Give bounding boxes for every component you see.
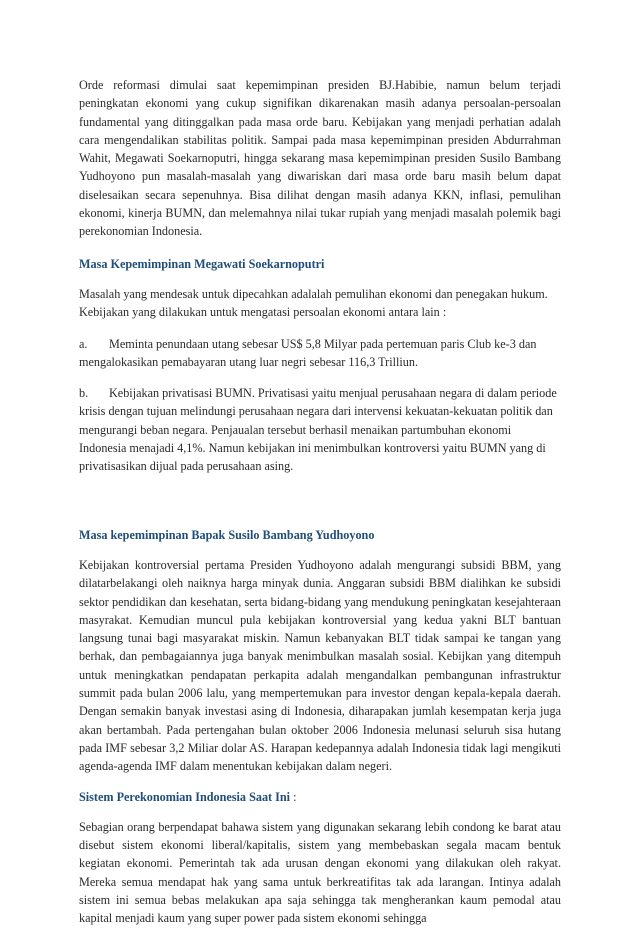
megawati-paragraph: Masalah yang mendesak untuk dipecahkan adalalah pemulihan ekonomi dan penegakan hukum. Kebijakan yang dilakukan untuk mengatasi persoalan ekonomi antara lain : [79, 286, 548, 320]
document-page [79, 76, 561, 928]
list-item-text: Meminta penundaan utang sebesar US$ 5,8 Milyar pada pertemuan paris Club ke-3 dan mengalokasikan pemabayaran utang luar negri sebesar 116,3 Trilliun. [79, 336, 537, 369]
sistem-paragraph: Sebagian orang berpendapat bahawa sistem yang digunakan sekarang lebih condong ke barat atau disebut sistem ekonomi liberal/kapitalis, sistem yang membebaskan segala macam bentuk kegiatan ekonomi. Pemerintah tak ada urusan dengan ekonomi yang dilakukan oleh rakyat. Mereka semua mendapat hak yang sama untuk berkreatifitas tak ada larangan. Intinya adalah sistem ini semua bebas melakukan apa saja sehingga tak mengherankan kaum pemodal atau kapital menjadi kaum yang super power pada sistem ekonomi sehingga [79, 819, 561, 926]
heading-megawati: Masa Kepemimpinan Megawati Soekarnoputri [79, 256, 325, 271]
list-item [79, 384, 561, 475]
sby-paragraph: Kebijakan kontroversial pertama Presiden Yudhoyono adalah mengurangi subsidi BBM, yang dilatarbelakangi oleh naiknya harga minyak dunia. Anggaran subsidi BBM dialihkan ke subsidi sektor pendidikan dan kesehatan, serta bidang-bidang yang mendukung peningkatan kesejahteraan masyrakat. Kemudian muncul pula kebijakan kontroversial yang kedua yakni BLT bantuan langsung tunai bagi masyarakat miskin. Namun kebanyakan BLT tidak sampai ke tangan yang berhak, dan pembagaiannya juga banyak menimbulkan masalah sosial. Kebijkan yang ditempuh untuk meningkatkan pendapatan perkapita adalah mengandalkan pembangunan infrastruktur summit pada bulan 2006 lalu, yang mempertemukan para investor dengan kepala-kepala daerah. Dengan semakin banyak investasi asing di Indonesia, diharapakan jumlah kesempatan kerja juga akan bertambah. Pada pertengahan bulan oktober 2006 Indonesia melunasi seluruh sisa hutang pada IMF sebesar 3,2 Miliar dolar AS. Harapan kedepannya adalah Indonesia tidak lagi mengikuti agenda-agenda IMF dalam menentukan kebijakan dalam negeri. [79, 557, 561, 774]
intro-paragraph: Orde reformasi dimulai saat kepemimpinan presiden BJ.Habibie, namun belum terjadi peningkatan ekonomi yang cukup signifikan dikarenakan masih adanya persoalan-persoalan fundamental yang ditinggalkan pada masa orde baru. Kebijakan yang menjadi perhatian adalah cara mengendalikan stabilitas politik. Sampai pada masa kepemimpinan presiden Abdurrahman Wahit, Megawati Soekarnoputri, hingga sekarang masa kepemimpinan presiden Susilo Bambang Yudhoyono pun masalah-masalah yang diwariskan dari masa orde baru masih belum dapat diselesaikan secara sepenuhnya. Bisa dilihat dengan masih adanya KKN, inflasi, pemulihan ekonomi, kinerja BUMN, dan melemahnya nilai tukar rupiah yang menjadi masalah polemik bagi perekonomian Indonesia. [79, 78, 561, 239]
heading-sistem: Sistem Perekonomian Indonesia Saat Ini [79, 789, 291, 804]
heading-sistem-colon: : [290, 789, 297, 804]
list-marker: b. [79, 386, 89, 401]
list-item-text: Kebijakan privatisasi BUMN. Privatisasi yaitu menjual perusahaan negara di dalam periode krisis dengan tujuan melindungi perusahaan negara dari intervensi kekuatan-kekuatan politik dan mengurangi beban negara. Penjaualan tersebut berhasil menaikan partumbuhan ekonomi Indonesia menajadi 4,1%. Namun kebijakan ini menimbulkan kontroversi yaitu BUMN yang di privatisasikan dijual pada perusahaan asing. [79, 386, 557, 474]
list-item [79, 335, 561, 372]
list-marker: a. [79, 336, 88, 351]
heading-sistem-line [79, 788, 561, 806]
heading-sby: Masa kepemimpinan Bapak Susilo Bambang Yudhoyono [79, 527, 375, 542]
